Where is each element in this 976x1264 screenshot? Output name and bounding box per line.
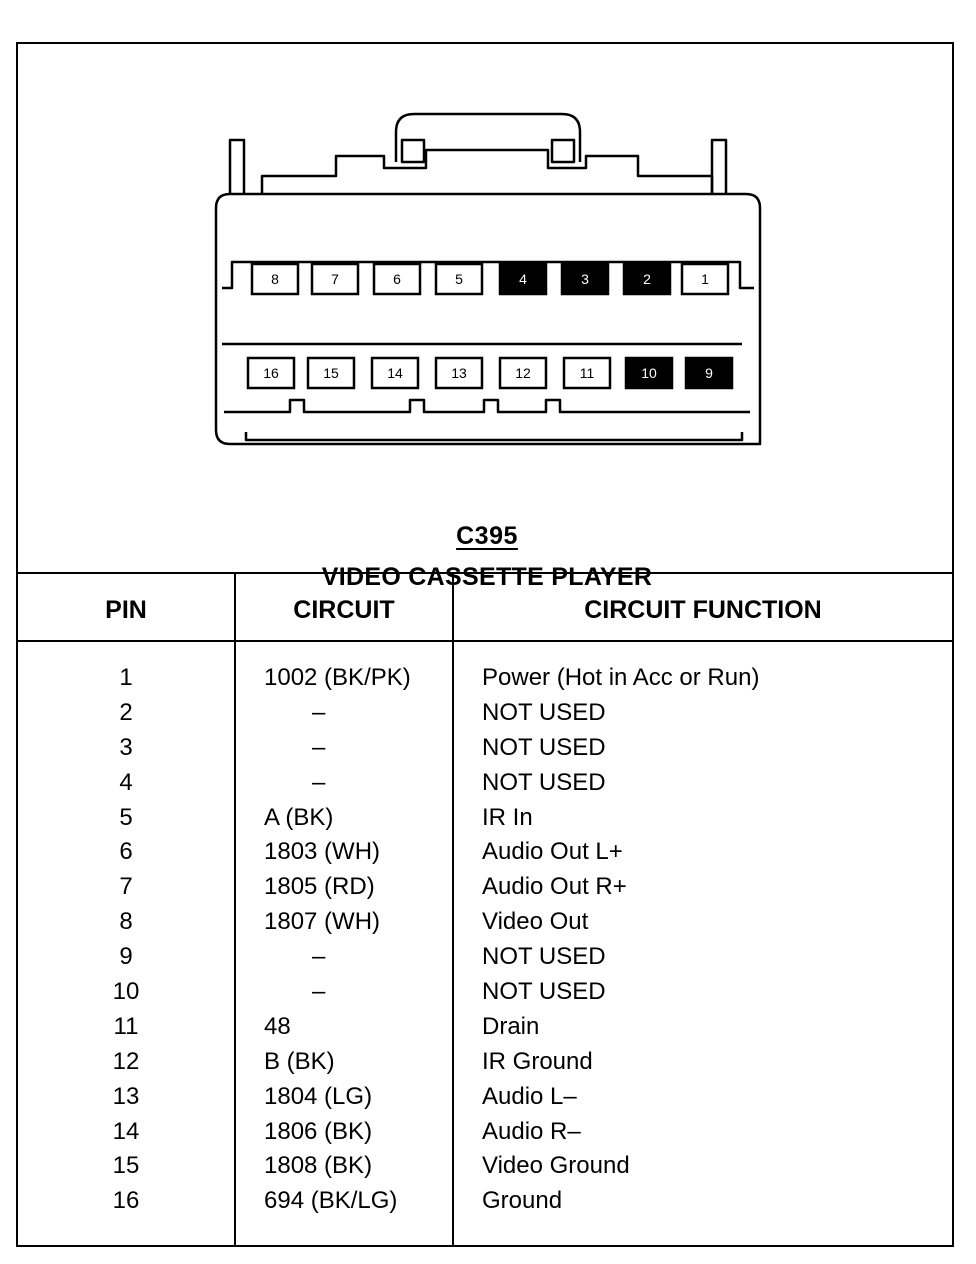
pin-cavity-16 [248,358,294,388]
circuit-cell: 1803 (WH) [264,838,381,866]
pin-cavity-11 [564,358,610,388]
pin-cavity-8 [252,264,298,294]
pin-number: 13 [451,365,467,381]
circuit-cell: – [312,698,326,726]
pin-cavity-6 [374,264,420,294]
pin-cell: 9 [119,943,133,971]
header-circuit-function: CIRCUIT FUNCTION [584,596,822,624]
function-cell: NOT USED [482,733,606,761]
pin-row-bottom [248,358,732,388]
pin-cavity-2 [624,264,670,294]
function-cell: Audio L– [482,1082,577,1110]
pin-cavity-3 [562,264,608,294]
pin-cell: 2 [119,698,133,726]
pin-cavity-13 [436,358,482,388]
latch-stub-right [552,140,574,162]
pin-cell: 6 [119,838,133,866]
function-cell: Audio Out R+ [482,873,627,901]
pin-number: 6 [393,271,401,287]
function-cell: Audio R– [482,1117,581,1145]
pin-number: 7 [331,271,339,287]
pin-cell: 11 [113,1012,139,1040]
pin-number: 9 [705,365,713,381]
pin-cavity-4 [500,264,546,294]
pin-cell: 1 [119,664,133,691]
pin-cavity-5 [436,264,482,294]
pin-number: 12 [515,365,531,381]
pin-cell: 4 [119,768,133,796]
pin-cavity-14 [372,358,418,388]
circuit-cell: – [312,768,326,796]
circuit-cell: 694 (BK/LG) [264,1187,398,1215]
table-top-border [18,572,952,574]
pin-cavity-1 [682,264,728,294]
pin-cell: 8 [119,908,133,936]
left-post [230,140,244,194]
pin-cell: 14 [112,1117,140,1145]
function-cell: Video Out [482,908,589,936]
pin-number: 15 [323,365,339,381]
pin-cavity-7 [312,264,358,294]
pin-cavity-10 [626,358,672,388]
latch-stub-left [402,140,424,162]
connector-id: C395 [456,522,518,550]
top-rail [262,150,712,194]
pin-cell: 7 [119,873,133,901]
pin-cavity-12 [500,358,546,388]
circuit-column [264,661,450,1219]
function-cell: NOT USED [482,978,606,1006]
housing-bottom-edge [224,400,750,412]
circuit-cell: A (BK) [264,803,334,831]
circuit-cell: – [312,943,326,971]
column-divider-pin [234,572,236,1245]
function-cell: Audio Out L+ [482,838,623,866]
pin-number: 11 [579,365,595,381]
function-cell: Video Ground [482,1152,630,1180]
housing-inner-lip [222,262,754,288]
pin-number: 2 [643,271,651,287]
connector-name: VIDEO CASSETTE PLAYER [321,563,653,591]
pin-cavity-15 [308,358,354,388]
circuit-cell: 1808 (BK) [264,1152,373,1180]
function-cell: IR In [482,803,533,831]
connector-housing [216,194,760,444]
circuit-cell: 48 [264,1012,291,1040]
function-cell: Drain [482,1012,540,1040]
pin-number: 1 [701,271,709,287]
pin-cavity-9 [686,358,732,388]
circuit-cell: – [312,733,326,761]
circuit-cell: – [312,978,326,1006]
pin-number: 16 [263,365,279,381]
function-cell: IR Ground [482,1047,593,1075]
circuit-cell: 1804 (LG) [264,1082,373,1110]
header-pin: PIN [105,596,147,624]
pin-number: 4 [519,271,527,287]
header-circuit: CIRCUIT [293,596,395,624]
circuit-cell: 1805 (RD) [264,873,375,901]
pinout-figure [16,42,954,1247]
pin-cell: 12 [112,1047,140,1075]
pin-number: 14 [387,365,403,381]
pin-cell: 16 [112,1187,140,1215]
pin-number: 10 [641,365,657,381]
function-cell: NOT USED [482,943,606,971]
function-cell: NOT USED [482,698,606,726]
pin-cell: 15 [112,1152,140,1180]
pin-number: 5 [455,271,463,287]
circuit-cell: 1806 (BK) [264,1117,373,1145]
right-post [712,140,726,194]
pin-cell: 13 [112,1082,140,1110]
pin-number: 3 [581,271,589,287]
pin-cell: 3 [119,733,133,761]
pin-column [18,661,234,1219]
circuit-cell: 1807 (WH) [264,908,381,936]
housing-bottom-lip [246,432,742,440]
column-divider-circuit [452,572,454,1245]
pin-number: 8 [271,271,279,287]
circuit-cell: B (BK) [264,1047,335,1075]
connector-diagram [18,44,952,514]
pin-cell: 10 [112,978,140,1006]
function-column [482,661,948,1219]
function-cell: Power (Hot in Acc or Run) [482,664,760,691]
pin-row-top [252,264,728,294]
pin-cell: 5 [119,803,133,831]
circuit-cell: 1002 (BK/PK) [264,664,411,691]
table-header-divider [18,640,952,642]
function-cell: NOT USED [482,768,606,796]
function-cell: Ground [482,1187,563,1215]
